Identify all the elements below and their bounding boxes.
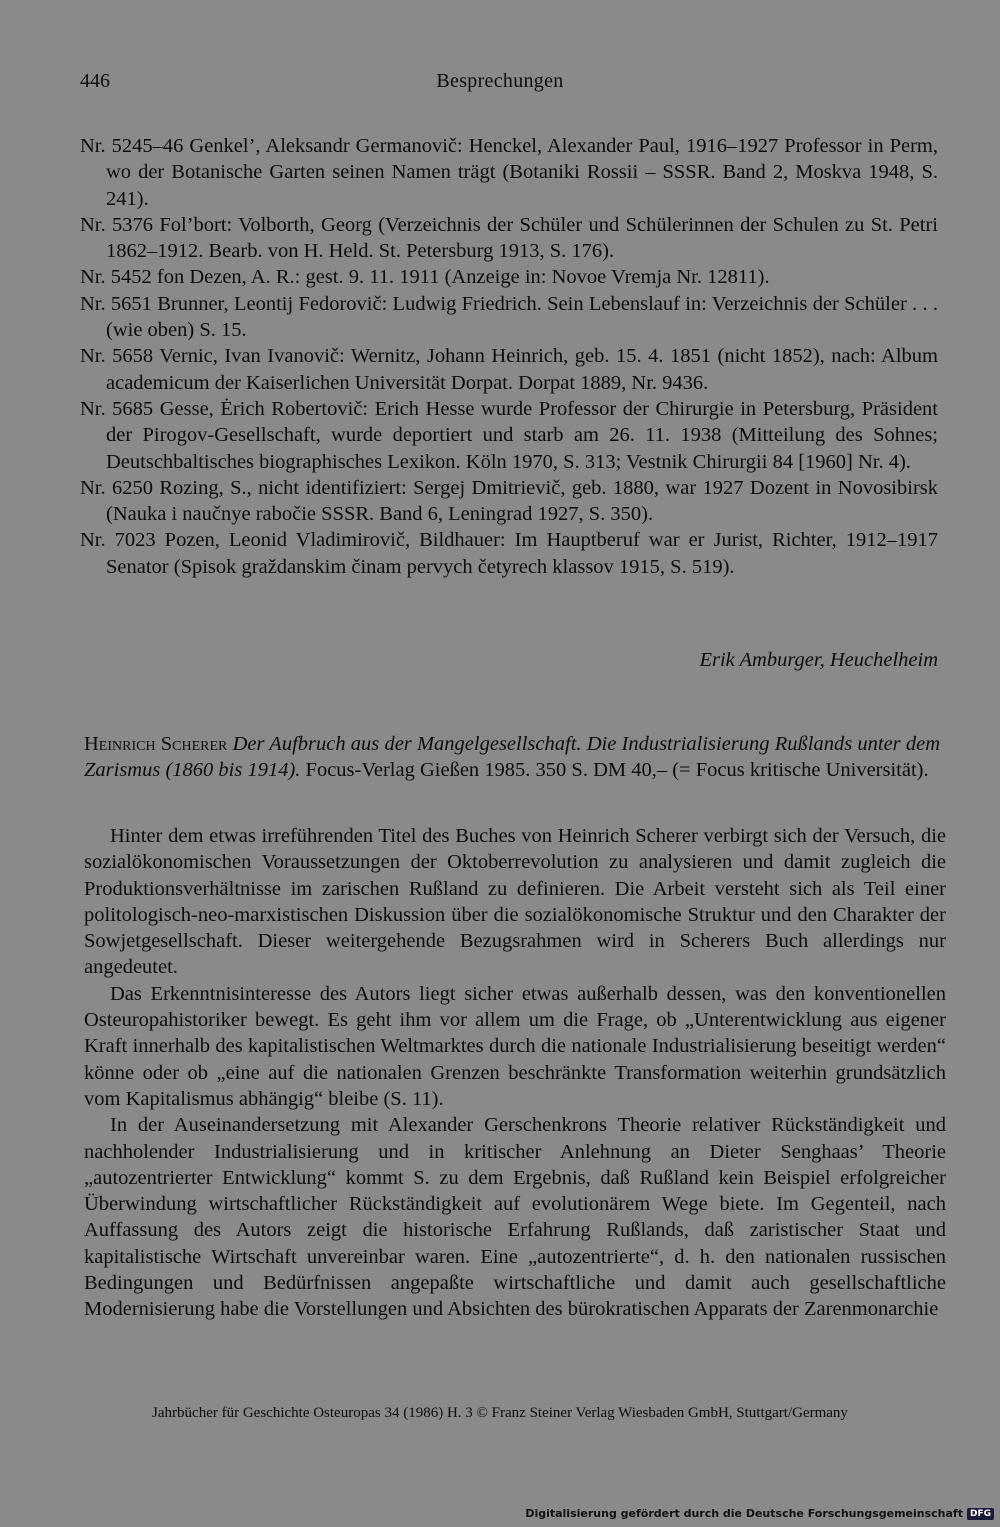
entry: Nr. 5376 Fol’bort: Volborth, Georg (Verzeichnis der Schüler und Schülerinnen der Schulen zu St. Petri 1862–1912. Bearb. von H. Held. St. Petersburg 1913, S. 176). — [80, 213, 938, 263]
entry: Nr. 5651 Brunner, Leontij Fedorovič: Ludwig Friedrich. Sein Lebenslauf in: Verzeichnis der Schüler . . . (wie oben) S. 15. — [80, 292, 938, 342]
paragraph: Das Erkenntnisinteresse des Autors liegt sicher etwas außerhalb dessen, was den konventionellen Osteuropahistoriker bewegt. Es geht ihm vor allem um die Frage, ob „Unterentwicklung aus eigener Kraft innerhalb des kapitalistischen Weltmarktes durch die nationale Industrialisierung beseitigt werden“ könne oder ob „eine auf die nationalen Grenzen beschränkte Transformation weiterhin grundsätzlich vom Kapitalismus abhängig“ bleibe (S. 11). — [84, 982, 946, 1110]
entry: Nr. 5685 Gesse, Ėrich Robertovič: Erich Hesse wurde Professor der Chirurgie in Petersburg, Präsident der Pirogov-Gesellschaft, wurde deportiert und starb am 26. 11. 1938 (Mitteilung des Sohnes; Deutschbaltisches biographisches Lexikon. Köln 1970, S. 313; Vestnik Chirurgii 84 [1960] Nr. 4). — [80, 397, 938, 473]
entry: Nr. 5452 fon Dezen, A. R.: gest. 9. 11. 1911 (Anzeige in: Novoe Vremja Nr. 12811). — [80, 266, 770, 289]
running-head: Besprechungen — [436, 70, 564, 92]
dfg-notice-text: Digitalisierung gefördert durch die Deutsche Forschungsgemeinschaft — [525, 1507, 963, 1520]
review-heading — [84, 731, 940, 784]
publication-info: Focus-Verlag Gießen 1985. 350 S. DM 40,– (= Focus kritische Universität). — [305, 759, 929, 782]
entry: Nr. 5245–46 Genkel’, Aleksandr Germanovič: Henckel, Alexander Paul, 1916–1927 Professor in Perm, wo der Botanische Garten seinen Namen trägt (Botaniki Rossii – SSSR. Band 2, Moskva 1948, S. 241). — [80, 135, 938, 210]
paragraph: Hinter dem etwas irreführenden Titel des Buches von Heinrich Scherer verbirgt sich der Versuch, die sozialökonomischen Voraussetzungen der Oktoberrevolution zu analysieren und damit zugleich die Produktionsverhältnisse im zarischen Rußland zu definieren. Die Arbeit versteht sich als Teil einer politologisch-neo-marxistischen Diskussion über die sozialökonomische Struktur und den Charakter der Sowjetgesellschaft. Dieser weitergehende Bezugsrahmen wird in Scherers Buch allerdings nur angedeutet. — [84, 825, 946, 979]
dfg-notice — [525, 1507, 994, 1520]
paragraph: In der Auseinandersetzung mit Alexander Gerschenkrons Theorie relativer Rückständigkeit und nachholender Industrialisierung und in kritischer Anlehnung an Dieter Senghaas’ Theorie „autozentrierter Entwicklung“ kommt S. zu dem Ergebnis, daß Rußland kein Beispiel erfolgreicher Überwindung wirtschaftlicher Rückständigkeit auf evolutionärem Wege biete. Im Gegenteil, nach Auffassung des Autors zeigt die historische Erfahrung Rußlands, daß zaristischer Staat und kapitalistische Wirtschaft unvereinbar waren. Eine „autozentrierte“, d. h. den nationalen russischen Bedingungen und Bedürfnissen angepaßte wirtschaftliche und damit auch gesellschaftliche Modernisierung habe die Vorstellungen und Absichten des bürokratischen Apparats der Zarenmonarchie — [84, 1114, 946, 1321]
entry: Nr. 6250 Rozing, S., nicht identifiziert: Sergej Dmitrievič, geb. 1880, war 1927 Dozent in Novosibirsk (Nauka i naučnye rabočie SSSR. Band 6, Leningrad 1927, S. 350). — [80, 476, 938, 526]
entry: Nr. 7023 Pozen, Leonid Vladimirovič, Bildhauer: Im Hauptberuf war er Jurist, Richter, 1912–1917 Senator (Spisok graždanskim činam pervych četyrech klassov 1915, S. 519). — [80, 529, 938, 578]
corrections-list — [80, 133, 938, 580]
review-body — [84, 823, 946, 1323]
reviewer-signature: Erik Amburger, Heuchelheim — [699, 649, 938, 671]
journal-footer: Jahrbücher für Geschichte Osteuropas 34 (1986) H. 3 © Franz Steiner Verlag Wiesbaden GmbH, Stuttgart/Germany — [152, 1405, 848, 1421]
page-number: 446 — [80, 70, 110, 92]
entry: Nr. 5658 Vernic, Ivan Ivanovič: Wernitz, Johann Heinrich, geb. 15. 4. 1851 (nicht 1852), nach: Album academicum der Kaiserlichen Universität Dorpat. Dorpat 1889, Nr. 9436. — [80, 345, 938, 394]
dfg-logo-icon: DFG — [967, 1508, 994, 1520]
book-author: Heinrich Scherer — [84, 733, 228, 755]
book-title: Der Aufbruch aus der Mangelgesellschaft. Die Industrialisierung Rußlands unter dem Zarismus (1860 bis 1914). — [84, 733, 940, 782]
